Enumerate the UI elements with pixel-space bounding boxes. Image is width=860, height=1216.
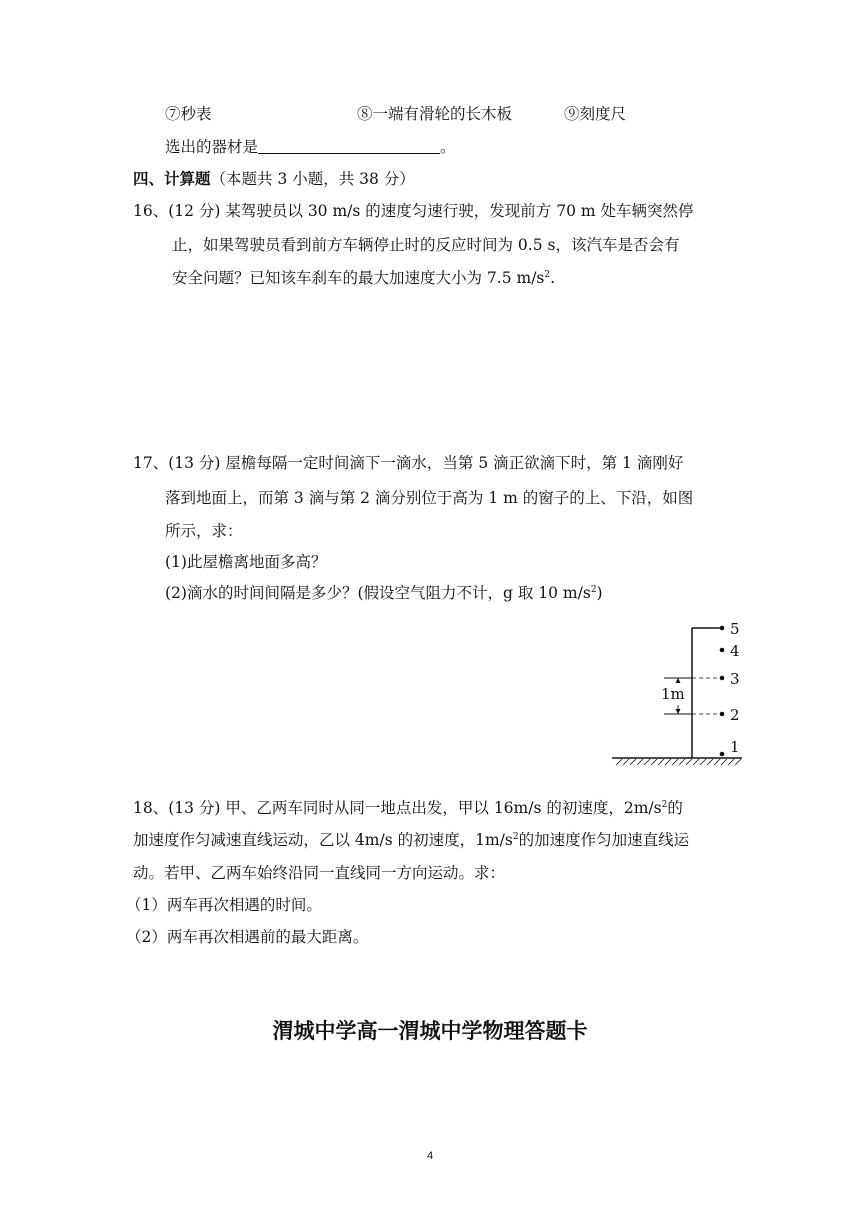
q18-sub-1: （1）两车再次相遇的时间。 xyxy=(126,896,322,914)
q17-line-1: 17、(13 分) 屋檐每隔一定时间滴下一滴水，当第 5 滴正欲滴下时，第 1 滴刚好 xyxy=(133,454,684,472)
q18-line-2-text: 加速度作匀减速直线运动，乙以 4m/s 的初速度，1m/s xyxy=(133,831,513,849)
ground-hatching xyxy=(616,759,741,765)
q16-line-3 xyxy=(172,268,555,288)
q17-sub-1: (1)此屋檐离地面多高？ xyxy=(165,553,327,571)
drop-4 xyxy=(720,648,725,653)
q18-superscript-1: 2 xyxy=(661,800,668,810)
drop-2 xyxy=(720,712,725,717)
q18-line-1-text: 18、(13 分) 甲、乙两车同时从同一地点出发，甲以 16m/s 的初速度，2m/s xyxy=(133,799,662,817)
q17-superscript: 2 xyxy=(590,585,597,595)
drop-3 xyxy=(720,676,725,681)
q16-line-2: 止，如果驾驶员看到前方车辆停止时的反应时间为 0.5 s，该汽车是否会有 xyxy=(172,236,680,254)
drop-label-2: 2 xyxy=(730,706,740,724)
q18-line-3: 动。若甲、乙两车始终沿同一直线同一方向运动。求： xyxy=(133,864,506,882)
q18-line-1-end: 的 xyxy=(667,799,683,817)
q17-line-3: 所示，求： xyxy=(165,522,243,540)
q17-sub-2-end: ) xyxy=(596,584,603,602)
q18-line-1 xyxy=(133,798,683,818)
answer-blank[interactable] xyxy=(258,139,440,154)
water-drop-figure xyxy=(612,618,747,768)
equipment-item-9: ⑨刻度尺 xyxy=(564,105,627,123)
drop-label-1: 1 xyxy=(730,738,740,756)
window-height-label: 1m xyxy=(661,685,685,703)
q17-sub-2 xyxy=(165,583,603,603)
q16-line-1: 16、(12 分) 某驾驶员以 30 m/s 的速度匀速行驶，发现前方 70 m 处车辆突然停 xyxy=(133,202,694,220)
q16-line-3-end: . xyxy=(550,269,556,287)
window-arrowhead-bottom xyxy=(676,709,681,714)
q17-sub-2-text: (2)滴水的时间间隔是多少？(假设空气阻力不计，g 取 10 m/s xyxy=(165,584,591,602)
select-prefix: 选出的器材是 xyxy=(165,138,259,156)
q16-line-3-text: 安全问题？已知该车刹车的最大加速度大小为 7.5 m/s xyxy=(172,269,545,287)
window-arrowhead-top xyxy=(676,678,681,683)
q18-line-2-end: 的加速度作匀加速直线运 xyxy=(518,831,690,849)
q18-superscript-2: 2 xyxy=(512,832,519,842)
section-heading xyxy=(133,169,415,189)
q16-superscript: 2 xyxy=(544,270,551,280)
select-equipment-line xyxy=(165,137,456,157)
answer-card-title: 渭城中学高一渭城中学物理答题卡 xyxy=(272,1019,588,1043)
select-suffix: 。 xyxy=(440,138,456,156)
drop-label-3: 3 xyxy=(730,670,740,688)
equipment-item-7: ⑦秒表 xyxy=(165,105,212,123)
equipment-item-8: ⑧一端有滑轮的长木板 xyxy=(357,105,513,123)
page-number: 4 xyxy=(426,1150,434,1162)
section-note: （本题共 3 小题，共 38 分） xyxy=(210,170,415,188)
drop-1 xyxy=(720,752,725,757)
q17-line-2: 落到地面上，而第 3 滴与第 2 滴分别位于高为 1 m 的窗子的上、下沿，如图 xyxy=(165,489,694,507)
drop-5 xyxy=(720,626,725,631)
drop-label-4: 4 xyxy=(730,642,740,660)
q18-sub-2: （2）两车再次相遇前的最大距离。 xyxy=(126,928,369,946)
drop-label-5: 5 xyxy=(730,620,740,638)
section-title: 四、计算题 xyxy=(133,169,211,188)
q18-line-2 xyxy=(133,830,689,850)
